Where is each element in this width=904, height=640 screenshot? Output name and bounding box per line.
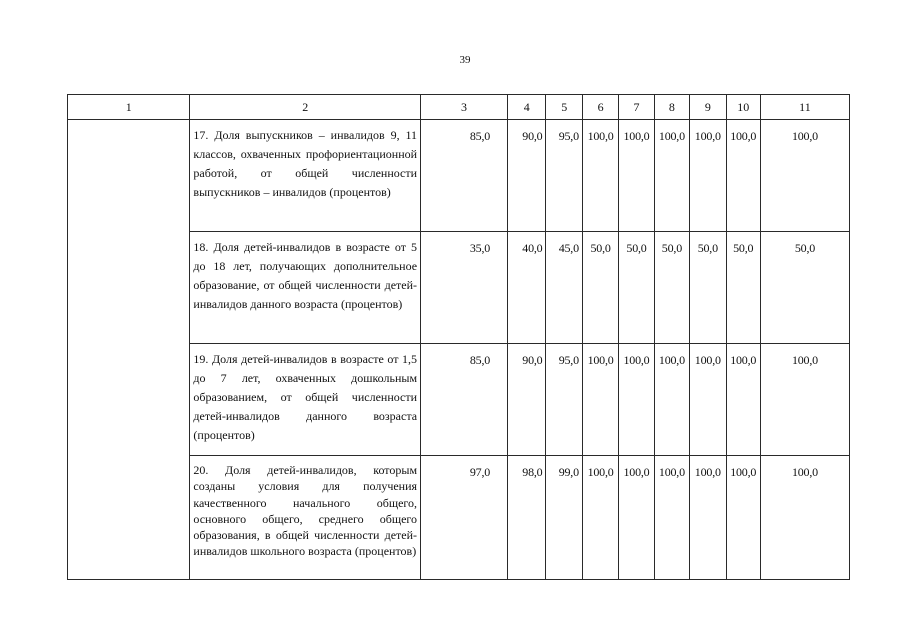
column-header: 9 [690, 95, 726, 120]
table-row [68, 120, 850, 232]
column-header: 3 [421, 95, 508, 120]
value-cell: 90,0 [508, 344, 546, 456]
table-header-row [68, 95, 850, 120]
value-cell: 95,0 [546, 344, 582, 456]
column-header: 8 [654, 95, 689, 120]
value-cell: 50,0 [654, 232, 689, 344]
page-number: 39 [459, 54, 471, 66]
value-cell: 100,0 [726, 456, 760, 580]
value-cell: 50,0 [690, 232, 726, 344]
value-cell: 100,0 [582, 344, 618, 456]
value-cell: 100,0 [726, 120, 760, 232]
value-cell: 50,0 [760, 232, 849, 344]
value-cell: 100,0 [760, 344, 849, 456]
indicator-description: 17. Доля выпускников – инвалидов 9, 11 классов, охваченных профориентационной работой, от общей численности выпускников – инвалидов (процентов) [190, 120, 421, 232]
value-cell: 100,0 [654, 344, 689, 456]
column-header: 1 [68, 95, 190, 120]
value-cell: 100,0 [760, 456, 849, 580]
indicator-description: 19. Доля детей-инвалидов в возрасте от 1,5 до 7 лет, охваченных дошкольным образованием, от общей численности детей-инвалидов данного возраста (процентов) [190, 344, 421, 456]
value-cell: 100,0 [690, 344, 726, 456]
column-header: 11 [760, 95, 849, 120]
value-cell: 100,0 [654, 120, 689, 232]
value-cell: 97,0 [421, 456, 508, 580]
value-cell: 100,0 [619, 120, 654, 232]
value-cell: 50,0 [619, 232, 654, 344]
value-cell: 100,0 [582, 456, 618, 580]
value-cell: 50,0 [726, 232, 760, 344]
indicators-table [67, 94, 850, 580]
value-cell: 100,0 [654, 456, 689, 580]
value-cell: 50,0 [582, 232, 618, 344]
value-cell: 98,0 [508, 456, 546, 580]
indicator-description: 18. Доля детей-инвалидов в возрасте от 5 до 18 лет, получающих дополнительное образование, от общей численности детей-инвалидов данного возраста (процентов) [190, 232, 421, 344]
indicator-description: 20. Доля детей-инвалидов, которым созданы условия для получения качественного начального общего, основного общего, среднего общего образования, в общей численности детей-инвалидов школьного возраста (процентов) [190, 456, 421, 580]
value-cell: 100,0 [582, 120, 618, 232]
value-cell: 85,0 [421, 344, 508, 456]
column-header: 10 [726, 95, 760, 120]
value-cell: 100,0 [726, 344, 760, 456]
value-cell: 40,0 [508, 232, 546, 344]
value-cell: 85,0 [421, 120, 508, 232]
value-cell: 100,0 [760, 120, 849, 232]
value-cell: 99,0 [546, 456, 582, 580]
column-header: 4 [508, 95, 546, 120]
value-cell: 35,0 [421, 232, 508, 344]
value-cell: 45,0 [546, 232, 582, 344]
value-cell: 100,0 [690, 456, 726, 580]
column-header: 6 [582, 95, 618, 120]
value-cell: 100,0 [619, 456, 654, 580]
merged-empty-cell [68, 120, 190, 580]
value-cell: 100,0 [690, 120, 726, 232]
value-cell: 100,0 [619, 344, 654, 456]
column-header: 5 [546, 95, 582, 120]
value-cell: 95,0 [546, 120, 582, 232]
value-cell: 90,0 [508, 120, 546, 232]
column-header: 2 [190, 95, 421, 120]
column-header: 7 [619, 95, 654, 120]
